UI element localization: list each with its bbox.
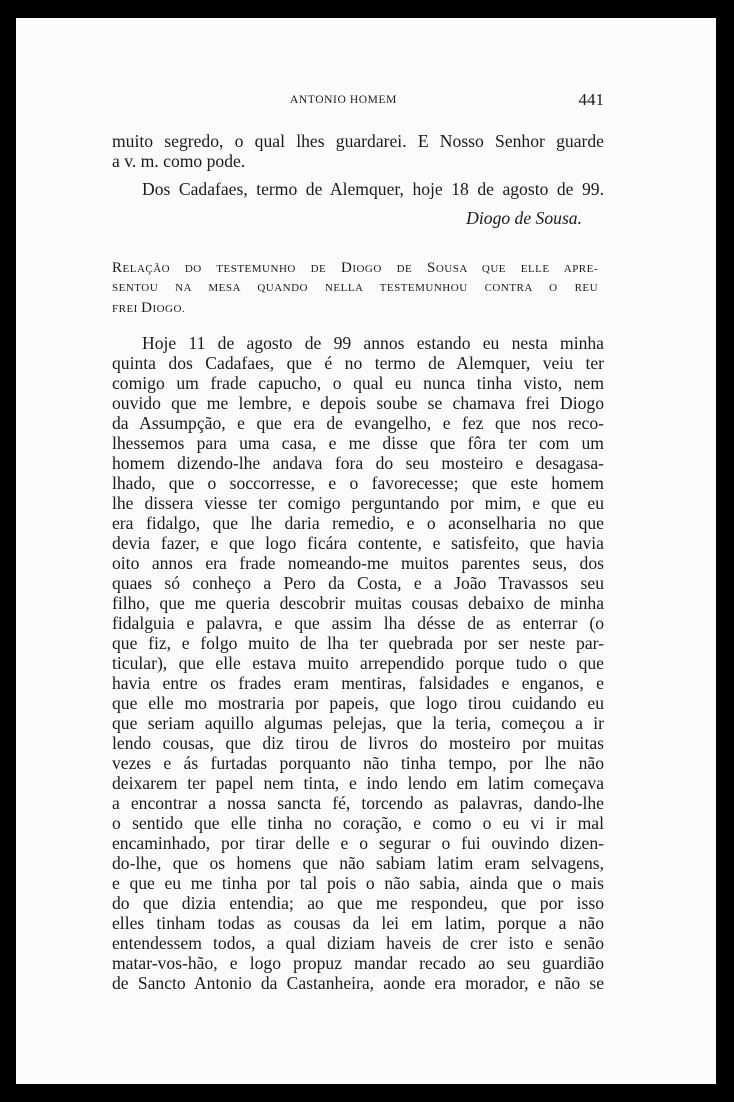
body-line: o sentido que elle tinha no coração, e como o eu vi ir mal (112, 813, 604, 833)
body-line: que fiz, e folgo muito de lha ter quebrada por ser neste par- (112, 633, 604, 653)
body-line: elles tinham todas as cousas da lei em latim, porque a não (112, 913, 604, 933)
letter-dateline: Dos Cadafaes, termo de Alemquer, hoje 18 de agosto de 99. (142, 179, 604, 199)
letter-line: muito segredo, o qual lhes guardarei. E Nosso Senhor guarde (112, 131, 604, 151)
body-line: de Sancto Antonio da Castanheira, aonde era morador, e não se (112, 973, 604, 993)
body-line: entendessem todos, a qual diziam haveis de crer isto e senão (112, 933, 604, 953)
body-line: quinta dos Cadafaes, que é no termo de Alemquer, veiu ter (112, 353, 604, 373)
body-line: que seriam aquillo algumas pelejas, que la teria, começou a ir (112, 713, 604, 733)
body-line: Hoje 11 de agosto de 99 annos estando eu nesta minha (142, 333, 604, 353)
body-line: deixarem ter papel nem tinta, e indo lendo em latim começava (112, 773, 604, 793)
letter-line: a v. m. como pode. (112, 151, 246, 171)
body-line: ticular), que elle estava muito arrependido porque tudo o que (112, 653, 604, 673)
body-line: homem dizendo-lhe andava fora do seu mosteiro e desagasa- (112, 453, 604, 473)
body-line: encaminhado, por tirar delle e o segurar o fui ouvindo dizen- (112, 833, 604, 853)
body-line: lhado, que o soccorresse, e o favorecesse; que este homem (112, 473, 604, 493)
body-line: lendo cousas, que diz tirou de livros do mosteiro por muitas (112, 733, 604, 753)
section-heading-line: FREI DIOGO. (112, 300, 186, 316)
body-line: do que dizia entendia; ao que me respondeu, que por isso (112, 893, 604, 913)
body-line: a encontrar a nossa sancta fé, torcendo as palavras, dando-lhe (112, 793, 604, 813)
body-line: matar-vos-hão, e logo propuz mandar recado ao seu guardião (112, 953, 604, 973)
body-line: lhe dissera viesse ter comigo perguntando por mim, e que eu (112, 493, 604, 513)
body-line: havia entre os frades eram mentiras, falsidades e enganos, e (112, 673, 604, 693)
body-line: que elle mo mostraria por papeis, que logo tirou cuidando eu (112, 693, 604, 713)
letter-signature: Diogo de Sousa. (466, 208, 582, 228)
body-line: fidalguia e palavra, e que assim lha désse de as enterrar (o (112, 613, 604, 633)
body-line: do-lhe, que os homens que não sabiam latim eram selvagens, (112, 853, 604, 873)
body-line: oito annos era frade nomeando-me muitos parentes seus, dos (112, 553, 604, 573)
body-line: lhessemos para uma casa, e me disse que fôra ter com um (112, 433, 604, 453)
body-line: comigo um frade capucho, o qual eu nunca tinha visto, nem (112, 373, 604, 393)
running-title: ANTONIO HOMEM (290, 94, 397, 106)
section-heading-line: RELAÇÃO DO TESTEMUNHO DE DIOGO DE SOUSA QUE ELLE APRE- (112, 260, 599, 276)
body-line: filho, que me queria descobrir muitas cousas debaixo de minha (112, 593, 604, 613)
book-page (16, 18, 716, 1084)
body-line: devia fazer, e que logo ficára contente, e satisfeito, que havia (112, 533, 604, 553)
section-heading-line: SENTOU NA MESA QUANDO NELLA TESTEMUNHOU CONTRA O REU (112, 282, 599, 294)
page-number: 441 (578, 90, 604, 109)
body-line: e que eu me tinha por tal pois o não sabia, ainda que o mais (112, 873, 604, 893)
body-line: da Assumpção, e que era de evangelho, e fez que nos reco- (112, 413, 604, 433)
body-line: vezes e ás furtadas porquanto não tinha tempo, por lhe não (112, 753, 604, 773)
body-line: ouvido que me lembre, e depois soube se chamava frei Diogo (112, 393, 604, 413)
running-header (112, 92, 604, 112)
body-line: quaes só conheço a Pero da Costa, e a João Travassos seu (112, 573, 604, 593)
body-line: era fidalgo, que lhe daria remedio, e o aconselharia no que (112, 513, 604, 533)
